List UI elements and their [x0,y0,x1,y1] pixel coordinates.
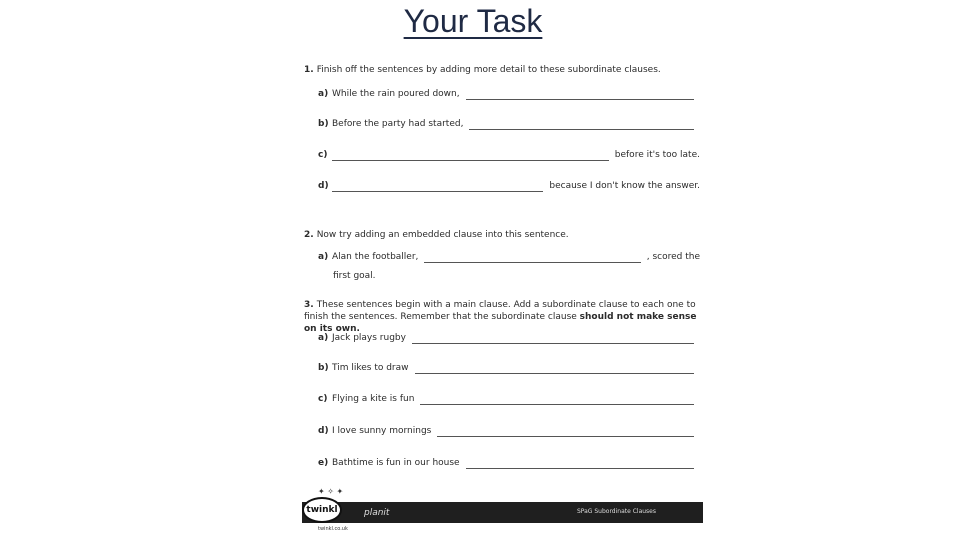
q1-item-a [318,86,700,100]
item-label: b) [318,363,329,373]
answer-line[interactable] [332,181,543,192]
q1-item-b [318,116,700,130]
item-text-after: , scored the [646,252,700,262]
item-text: Flying a kite is fun [332,394,415,404]
answer-line[interactable] [412,333,694,344]
item-text: I love sunny mornings [332,426,432,436]
slide-title: Your Task [403,3,543,39]
answer-line[interactable] [415,363,694,374]
logo-subtext: twinkl.co.uk [318,526,348,532]
planit-logo: planit [364,508,390,518]
answer-line[interactable] [332,150,609,161]
item-label: c) [318,394,328,404]
item-label: e) [318,458,329,468]
question-prompt-emphasis: should not make sense on its own. [304,312,697,334]
item-text: Alan the footballer, [332,252,419,262]
item-text: Before the party had started, [332,119,464,129]
question-2 [304,229,700,241]
item-continuation: first goal. [333,271,376,281]
answer-line[interactable] [469,119,694,130]
item-label: b) [318,119,329,129]
q3-item-e [318,455,700,469]
q3-item-a [318,330,700,344]
item-text-after: before it's too late. [614,150,700,160]
question-number: 3. [304,300,314,310]
answer-line[interactable] [437,426,694,437]
item-label: c) [318,150,328,160]
q1-item-d [318,178,700,192]
item-label: d) [318,181,329,191]
q1-item-c [318,147,700,161]
footer-caption: SPaG Subordinate Clauses [576,508,656,515]
question-1 [304,64,700,76]
item-text-after: because I don't know the answer. [549,181,700,191]
question-number: 2. [304,230,314,240]
stars-decoration: ✦ ✧ ✦ [318,487,344,496]
answer-line[interactable] [466,89,694,100]
item-label: d) [318,426,329,436]
item-text: While the rain poured down, [332,89,460,99]
item-label: a) [318,333,329,343]
q3-item-b [318,360,700,374]
answer-line[interactable] [466,458,694,469]
twinkl-logo: twinkl [302,497,342,523]
question-prompt: Finish off the sentences by adding more detail to these subordinate clauses. [316,65,661,75]
question-prompt: Now try adding an embedded clause into this sentence. [316,230,569,240]
q2-item-a [318,249,700,263]
item-label: a) [318,252,329,262]
q3-item-c [318,391,700,405]
item-text: Tim likes to draw [332,363,409,373]
question-prompt: These sentences begin with a main clause. Add a subordinate clause to each one to finish the sentences. Remember that the subordinate clause [304,300,696,322]
question-number: 1. [304,65,314,75]
answer-line[interactable] [420,394,694,405]
item-label: a) [318,89,329,99]
item-text: Jack plays rugby [332,333,406,343]
q3-item-d [318,423,700,437]
item-text: Bathtime is fun in our house [332,458,460,468]
worksheet [300,56,704,534]
answer-line[interactable] [424,252,640,263]
